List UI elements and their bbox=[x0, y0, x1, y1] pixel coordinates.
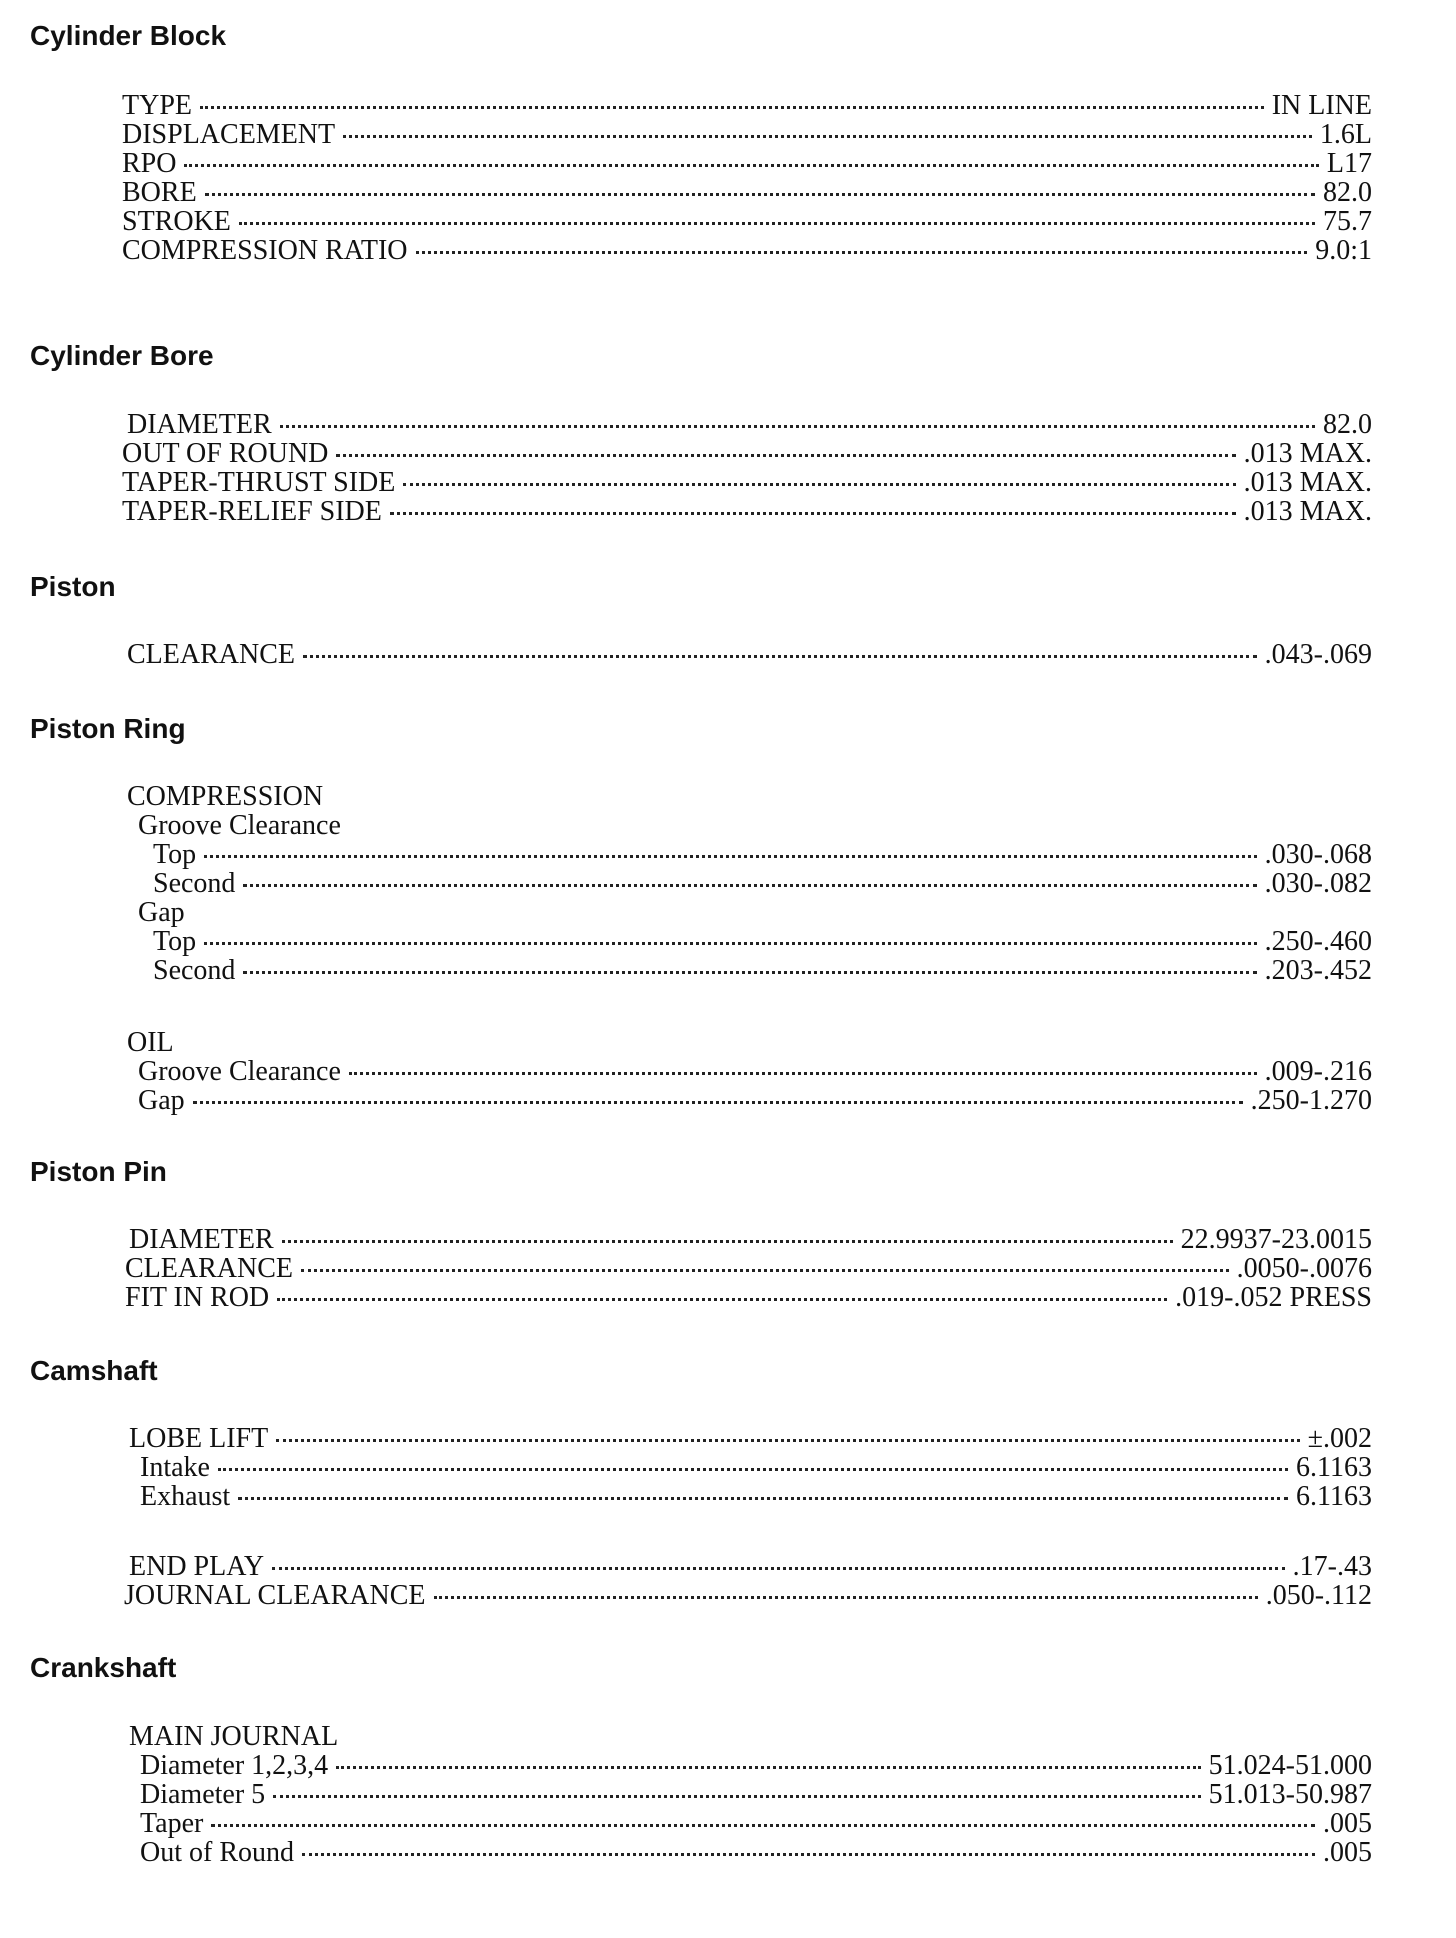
spec-row-exhaust bbox=[140, 1482, 1372, 1512]
spec-label: JOURNAL CLEARANCE bbox=[124, 1580, 426, 1611]
spec-row-gap-second bbox=[153, 956, 1372, 986]
spec-value: 6.1163 bbox=[1296, 1481, 1372, 1512]
spec-row-oil-groove-clearance bbox=[138, 1057, 1372, 1087]
spec-label: END PLAY bbox=[129, 1551, 265, 1582]
spec-value: .050-.112 bbox=[1265, 1580, 1372, 1611]
spec-value: .005 bbox=[1323, 1808, 1372, 1839]
dot-leader bbox=[302, 1853, 1315, 1856]
spec-label: DIAMETER bbox=[129, 1224, 274, 1255]
subheading-main-journal bbox=[129, 1722, 338, 1752]
spec-row-oil-gap bbox=[138, 1086, 1372, 1116]
dot-leader bbox=[243, 884, 1256, 887]
spec-row-end-play bbox=[129, 1552, 1372, 1582]
spec-label: Top bbox=[153, 926, 197, 957]
spec-value: .009-.216 bbox=[1264, 1056, 1372, 1087]
dot-leader bbox=[390, 512, 1236, 515]
spec-value: .203-.452 bbox=[1264, 955, 1372, 986]
spec-label: DISPLACEMENT bbox=[122, 119, 336, 150]
dot-leader bbox=[218, 1468, 1288, 1471]
section-heading-crankshaft: Crankshaft bbox=[30, 1652, 177, 1683]
spec-value: 51.024-51.000 bbox=[1208, 1750, 1372, 1781]
section-heading-cylinder-block: Cylinder Block bbox=[30, 20, 227, 51]
spec-value: 22.9937-23.0015 bbox=[1180, 1224, 1372, 1255]
spec-label: LOBE LIFT bbox=[129, 1423, 269, 1454]
spec-label: COMPRESSION RATIO bbox=[122, 235, 408, 266]
dot-leader bbox=[273, 1795, 1201, 1798]
spec-value: .17-.43 bbox=[1292, 1551, 1372, 1582]
spec-value: .0050-.0076 bbox=[1236, 1253, 1372, 1284]
spec-label: TAPER-RELIEF SIDE bbox=[122, 496, 382, 527]
spec-value: .013 MAX. bbox=[1243, 496, 1372, 527]
spec-label: CLEARANCE bbox=[127, 639, 295, 670]
spec-label: BORE bbox=[122, 177, 197, 208]
spec-label: Intake bbox=[140, 1452, 210, 1483]
section-heading-cylinder-bore: Cylinder Bore bbox=[30, 340, 214, 371]
spec-value: 82.0 bbox=[1323, 177, 1372, 208]
dot-leader bbox=[277, 1298, 1167, 1301]
spec-label: Groove Clearance bbox=[138, 1056, 341, 1087]
dot-leader bbox=[349, 1072, 1257, 1075]
spec-label: CLEARANCE bbox=[125, 1253, 293, 1284]
spec-row-diameter-1234 bbox=[140, 1751, 1372, 1781]
spec-label: Second bbox=[153, 955, 236, 986]
section-heading-piston: Piston bbox=[30, 571, 116, 602]
spec-value: .250-.460 bbox=[1264, 926, 1372, 957]
spec-value: L17 bbox=[1326, 148, 1372, 179]
spec-label: TAPER-THRUST SIDE bbox=[122, 467, 396, 498]
dot-leader bbox=[205, 193, 1315, 196]
dot-leader bbox=[276, 1439, 1299, 1442]
spec-row-lobe-lift bbox=[129, 1424, 1372, 1454]
dot-leader bbox=[403, 483, 1235, 486]
spec-label: Second bbox=[153, 868, 236, 899]
dot-leader bbox=[282, 1240, 1173, 1243]
spec-value: .013 MAX. bbox=[1243, 438, 1372, 469]
spec-value: 51.013-50.987 bbox=[1208, 1779, 1372, 1810]
spec-label: Gap bbox=[138, 1085, 185, 1116]
spec-row-diameter bbox=[127, 410, 1372, 440]
spec-label: Diameter 5 bbox=[140, 1779, 266, 1810]
spec-row-displacement bbox=[122, 120, 1372, 150]
dot-leader bbox=[343, 135, 1312, 138]
spec-value: .043-.069 bbox=[1264, 639, 1372, 670]
spec-value: 9.0:1 bbox=[1315, 235, 1372, 266]
spec-label: OIL bbox=[127, 1027, 174, 1058]
spec-value: 1.6L bbox=[1319, 119, 1372, 150]
spec-label: Diameter 1,2,3,4 bbox=[140, 1750, 329, 1781]
spec-row-clearance bbox=[127, 640, 1372, 670]
subheading-oil bbox=[127, 1028, 174, 1058]
dot-leader bbox=[336, 1766, 1201, 1769]
spec-label: Top bbox=[153, 839, 197, 870]
spec-row-diameter-5 bbox=[140, 1780, 1372, 1810]
dot-leader bbox=[280, 425, 1315, 428]
spec-value: .030-.082 bbox=[1264, 868, 1372, 899]
spec-row-out-of-round bbox=[140, 1838, 1372, 1868]
spec-label: Out of Round bbox=[140, 1837, 294, 1868]
dot-leader bbox=[416, 251, 1308, 254]
spec-row-journal-clearance bbox=[124, 1581, 1372, 1611]
spec-label: Taper bbox=[140, 1808, 204, 1839]
spec-value: .013 MAX. bbox=[1243, 467, 1372, 498]
subheading-groove-clearance bbox=[138, 811, 341, 841]
spec-row-taper-relief-side bbox=[122, 497, 1372, 527]
spec-label: OUT OF ROUND bbox=[122, 438, 329, 469]
dot-leader bbox=[272, 1567, 1285, 1570]
dot-leader bbox=[204, 942, 1257, 945]
spec-value: .030-.068 bbox=[1264, 839, 1372, 870]
spec-row-fit-in-rod bbox=[125, 1283, 1372, 1313]
spec-label: COMPRESSION bbox=[127, 781, 324, 812]
spec-value: ±.002 bbox=[1307, 1423, 1372, 1454]
spec-row-rpo bbox=[122, 149, 1372, 179]
dot-leader bbox=[184, 164, 1318, 167]
dot-leader bbox=[336, 454, 1235, 457]
spec-value: IN LINE bbox=[1271, 90, 1372, 121]
spec-value: .005 bbox=[1323, 1837, 1372, 1868]
section-heading-piston-pin: Piston Pin bbox=[30, 1156, 167, 1187]
section-heading-piston-ring: Piston Ring bbox=[30, 713, 186, 744]
spec-row-bore bbox=[122, 178, 1372, 208]
dot-leader bbox=[301, 1269, 1229, 1272]
dot-leader bbox=[211, 1824, 1315, 1827]
spec-label: MAIN JOURNAL bbox=[129, 1721, 339, 1752]
spec-value: .250-1.270 bbox=[1250, 1085, 1372, 1116]
dot-leader bbox=[200, 106, 1264, 109]
spec-row-stroke bbox=[122, 207, 1372, 237]
spec-label: Groove Clearance bbox=[138, 810, 341, 841]
spec-value: 82.0 bbox=[1323, 409, 1372, 440]
spec-row-pin-diameter bbox=[129, 1225, 1372, 1255]
spec-row-gap-top bbox=[153, 927, 1372, 957]
dot-leader bbox=[238, 1497, 1288, 1500]
dot-leader bbox=[303, 655, 1257, 658]
spec-row-groove-top bbox=[153, 840, 1372, 870]
spec-label: Gap bbox=[138, 897, 185, 928]
section-heading-camshaft: Camshaft bbox=[30, 1355, 158, 1386]
spec-row-out-of-round bbox=[122, 439, 1372, 469]
dot-leader bbox=[239, 222, 1315, 225]
spec-row-taper bbox=[140, 1809, 1372, 1839]
spec-value: 6.1163 bbox=[1296, 1452, 1372, 1483]
dot-leader bbox=[243, 971, 1256, 974]
spec-row-taper-thrust-side bbox=[122, 468, 1372, 498]
spec-row-type bbox=[122, 91, 1372, 121]
spec-row-compression-ratio bbox=[122, 236, 1372, 266]
spec-row-pin-clearance bbox=[125, 1254, 1372, 1284]
subheading-compression bbox=[127, 782, 323, 812]
spec-label: Exhaust bbox=[140, 1481, 231, 1512]
spec-label: FIT IN ROD bbox=[125, 1282, 270, 1313]
spec-label: RPO bbox=[122, 148, 177, 179]
spec-value: .019-.052 PRESS bbox=[1175, 1282, 1372, 1313]
spec-row-groove-second bbox=[153, 869, 1372, 899]
spec-label: STROKE bbox=[122, 206, 231, 237]
spec-row-intake bbox=[140, 1453, 1372, 1483]
dot-leader bbox=[204, 855, 1257, 858]
spec-value: 75.7 bbox=[1323, 206, 1372, 237]
spec-label: DIAMETER bbox=[127, 409, 272, 440]
dot-leader bbox=[434, 1596, 1258, 1599]
subheading-gap bbox=[138, 898, 185, 928]
dot-leader bbox=[193, 1101, 1243, 1104]
spec-label: TYPE bbox=[122, 90, 192, 121]
